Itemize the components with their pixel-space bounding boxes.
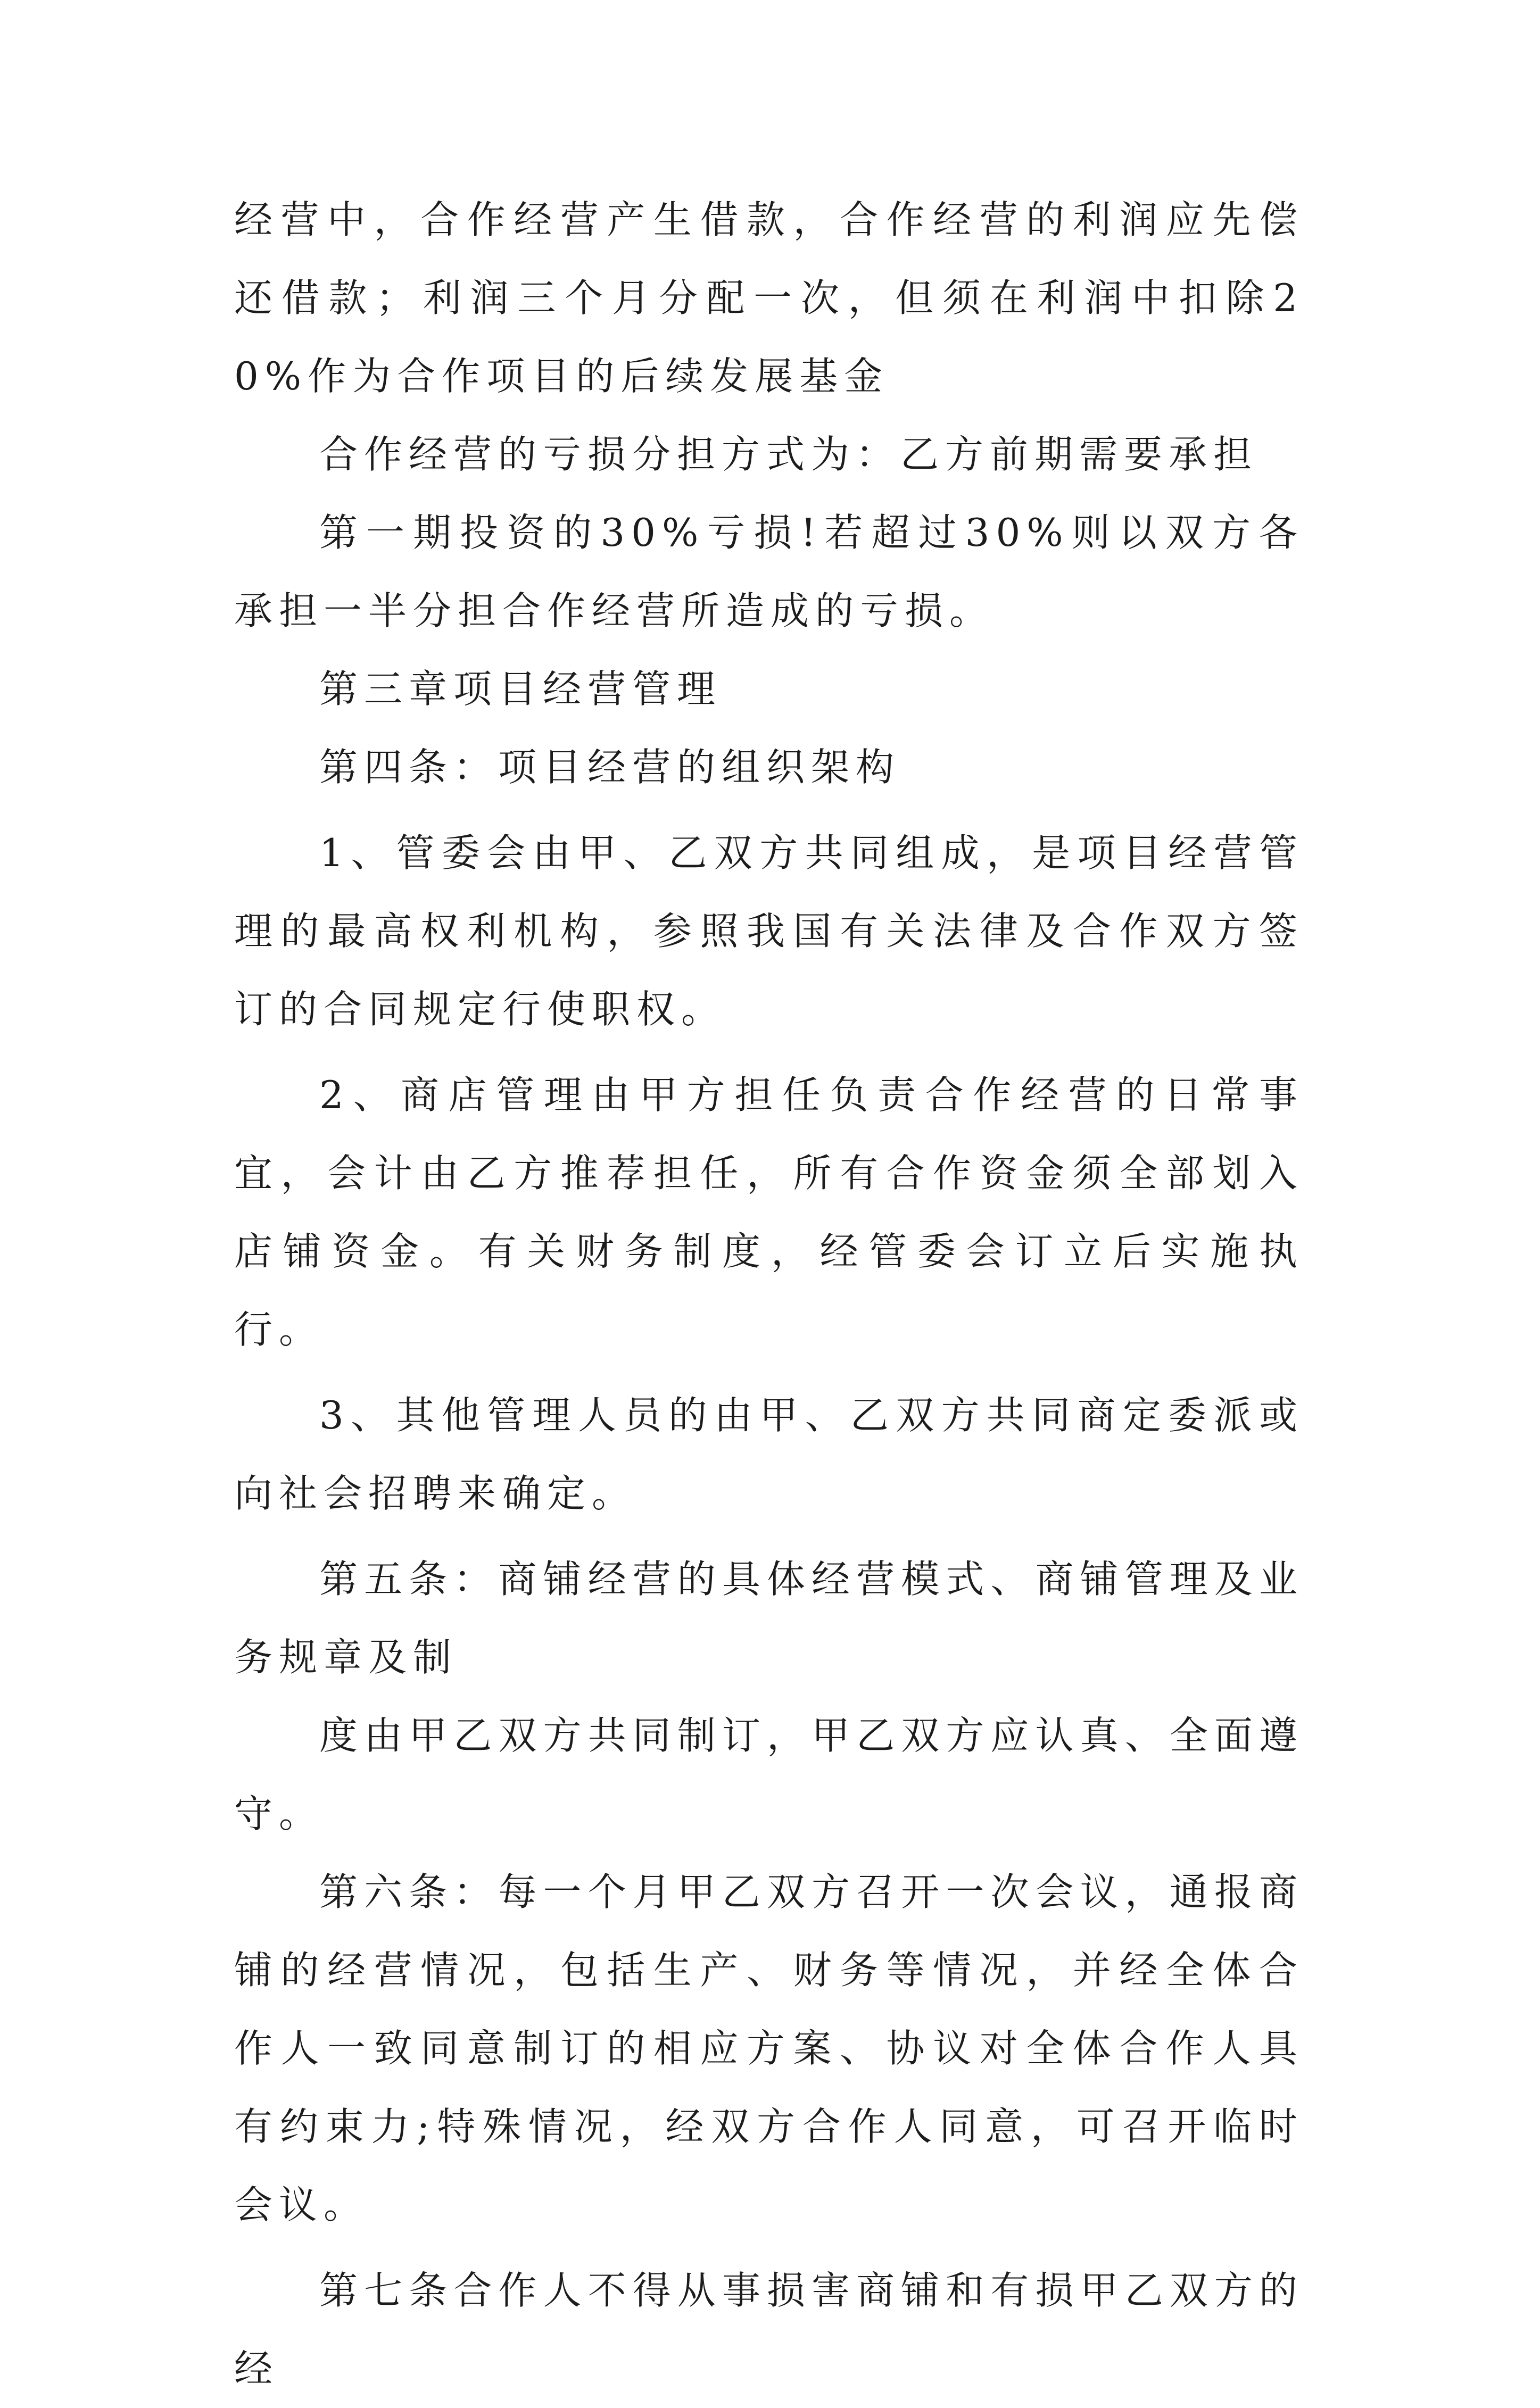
paragraph-article-6: 第六条：每一个月甲乙双方召开一次会议，通报商铺的经营情况，包括生产、财务等情况，并经全体合作人一致同意制订的相应方案、协议对全体合作人具有约束力;特殊情况，经双方合作人同意，可召开临时会议。: [234, 1870, 1304, 2227]
paragraph-loss-sharing-method: 合作经营的亏损分担方式为：乙方前期需要承担: [319, 432, 1259, 477]
chapter-heading-3: 第三章项目经营管理: [319, 667, 722, 711]
paragraph-article-7: 第七条合作人不得从事损害商铺和有损甲乙双方的经: [234, 2268, 1304, 2391]
paragraph-first-phase-loss: 第一期投资的30%亏损!若超过30%则以双方各承担一半分担合作经营所造成的亏损。: [234, 510, 1304, 633]
paragraph-article-5: 第五条：商铺经营的具体经营模式、商铺管理及业务规章及制: [234, 1557, 1304, 1680]
paragraph-article-4-item-2: 2、商店管理由甲方担任负责合作经营的日常事宜，会计由乙方推荐担任，所有合作资金须全部划入店铺资金。有关财务制度，经管委会订立后实施执行。: [234, 1073, 1304, 1352]
paragraph-article-4-item-1: 1、管委会由甲、乙双方共同组成，是项目经营管理的最高权利机构，参照我国有关法律及合作双方签订的合同规定行使职权。: [234, 831, 1304, 1032]
paragraph-profit-distribution: 经营中，合作经营产生借款，合作经营的利润应先偿还借款；利润三个月分配一次，但须在利润中扣除20%作为合作项目的后续发展基金: [234, 197, 1304, 398]
article-4-heading: 第四条：项目经营的组织架构: [319, 745, 901, 790]
paragraph-article-5-continued: 度由甲乙双方共同制订，甲乙双方应认真、全面遵守。: [234, 1713, 1304, 1836]
document-body: [234, 181, 1304, 2408]
paragraph-article-4-item-3: 3、其他管理人员的由甲、乙双方共同商定委派或向社会招聘来确定。: [234, 1393, 1304, 1516]
